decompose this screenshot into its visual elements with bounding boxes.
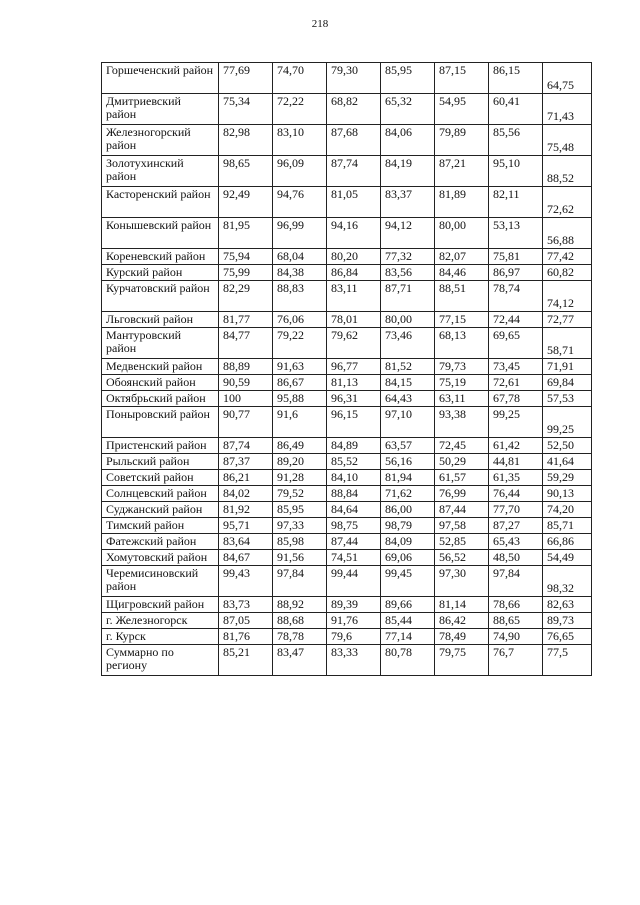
last-value-cell: 77,5 [543,645,592,676]
value-cell: 79,6 [327,629,381,645]
value-cell: 75,81 [489,249,543,265]
value-cell: 79,73 [435,359,489,375]
last-value-cell: 41,64 [543,454,592,470]
value-cell: 78,49 [435,629,489,645]
value-cell: 86,00 [381,502,435,518]
last-value-cell: 72,77 [543,312,592,328]
value-cell: 61,57 [435,470,489,486]
value-cell: 76,99 [435,486,489,502]
value-cell: 92,49 [219,187,273,218]
table-row [102,518,592,534]
table-row [102,265,592,281]
value-cell: 71,62 [381,486,435,502]
value-cell: 99,44 [327,566,381,597]
last-value-cell: 75,48 [543,125,592,156]
value-cell: 77,69 [219,63,273,94]
district-name-cell: Касторенский район [102,187,219,218]
district-name-cell: Мантуровский район [102,328,219,359]
value-cell: 65,43 [489,534,543,550]
value-cell: 96,31 [327,391,381,407]
district-name-cell: Советский район [102,470,219,486]
value-cell: 84,64 [327,502,381,518]
table-row [102,312,592,328]
value-cell: 100 [219,391,273,407]
value-cell: 56,52 [435,550,489,566]
table-row [102,187,592,218]
last-value-cell: 69,84 [543,375,592,391]
value-cell: 78,01 [327,312,381,328]
value-cell: 85,95 [381,63,435,94]
district-name-cell: Рыльский район [102,454,219,470]
last-value-cell: 74,12 [543,281,592,312]
value-cell: 81,05 [327,187,381,218]
value-cell: 80,78 [381,645,435,676]
last-value-cell: 60,82 [543,265,592,281]
value-cell: 83,56 [381,265,435,281]
district-name-cell: Кореневский район [102,249,219,265]
value-cell: 85,52 [327,454,381,470]
value-cell: 64,43 [381,391,435,407]
value-cell: 74,70 [273,63,327,94]
value-cell: 87,68 [327,125,381,156]
value-cell: 95,88 [273,391,327,407]
value-cell: 99,45 [381,566,435,597]
table-row [102,597,592,613]
value-cell: 84,10 [327,470,381,486]
value-cell: 86,67 [273,375,327,391]
value-cell: 86,49 [273,438,327,454]
district-name-cell: Железногорский район [102,125,219,156]
table-row [102,550,592,566]
value-cell: 88,92 [273,597,327,613]
value-cell: 77,70 [489,502,543,518]
value-cell: 86,42 [435,613,489,629]
last-value-cell: 85,71 [543,518,592,534]
last-value-cell: 88,52 [543,156,592,187]
district-name-cell: Дмитриевский район [102,94,219,125]
value-cell: 96,09 [273,156,327,187]
table-row [102,156,592,187]
value-cell: 69,65 [489,328,543,359]
value-cell: 87,05 [219,613,273,629]
value-cell: 72,45 [435,438,489,454]
last-value-cell: 72,62 [543,187,592,218]
value-cell: 63,57 [381,438,435,454]
table-row [102,249,592,265]
value-cell: 86,21 [219,470,273,486]
value-cell: 81,13 [327,375,381,391]
value-cell: 79,75 [435,645,489,676]
value-cell: 88,83 [273,281,327,312]
value-cell: 69,06 [381,550,435,566]
district-name-cell: Медвенский район [102,359,219,375]
value-cell: 82,11 [489,187,543,218]
value-cell: 81,76 [219,629,273,645]
value-cell: 89,20 [273,454,327,470]
value-cell: 87,71 [381,281,435,312]
district-name-cell: Суджанский район [102,502,219,518]
table-row [102,359,592,375]
value-cell: 73,46 [381,328,435,359]
value-cell: 95,10 [489,156,543,187]
district-name-cell: Октябрьский район [102,391,219,407]
value-cell: 83,33 [327,645,381,676]
last-value-cell: 52,50 [543,438,592,454]
value-cell: 68,04 [273,249,327,265]
value-cell: 81,14 [435,597,489,613]
district-name-cell: Обоянский район [102,375,219,391]
last-value-cell: 54,49 [543,550,592,566]
value-cell: 98,79 [381,518,435,534]
value-cell: 54,95 [435,94,489,125]
value-cell: 87,44 [435,502,489,518]
value-cell: 74,51 [327,550,381,566]
value-cell: 73,45 [489,359,543,375]
district-name-cell: Льговский район [102,312,219,328]
table-row [102,613,592,629]
value-cell: 76,44 [489,486,543,502]
value-cell: 99,25 [489,407,543,438]
district-name-cell: Пристенский район [102,438,219,454]
value-cell: 87,74 [327,156,381,187]
value-cell: 68,82 [327,94,381,125]
table-row [102,407,592,438]
value-cell: 84,38 [273,265,327,281]
table-row [102,328,592,359]
value-cell: 81,92 [219,502,273,518]
value-cell: 63,11 [435,391,489,407]
value-cell: 91,76 [327,613,381,629]
value-cell: 53,13 [489,218,543,249]
district-name-cell: Черемисиновский район [102,566,219,597]
district-name-cell: Конышевский район [102,218,219,249]
value-cell: 97,33 [273,518,327,534]
value-cell: 88,65 [489,613,543,629]
value-cell: 61,42 [489,438,543,454]
last-value-cell: 89,73 [543,613,592,629]
value-cell: 93,38 [435,407,489,438]
district-name-cell: Солнцевский район [102,486,219,502]
value-cell: 97,84 [489,566,543,597]
value-cell: 94,16 [327,218,381,249]
last-value-cell: 90,13 [543,486,592,502]
value-cell: 44,81 [489,454,543,470]
last-value-cell: 98,32 [543,566,592,597]
district-name-cell: Суммарно по региону [102,645,219,676]
district-name-cell: Горшеченский район [102,63,219,94]
last-value-cell: 57,53 [543,391,592,407]
district-name-cell: г. Железногорск [102,613,219,629]
last-value-cell: 59,29 [543,470,592,486]
value-cell: 76,7 [489,645,543,676]
last-value-cell: 56,88 [543,218,592,249]
value-cell: 75,99 [219,265,273,281]
value-cell: 94,76 [273,187,327,218]
table-row [102,63,592,94]
value-cell: 48,50 [489,550,543,566]
table-row [102,502,592,518]
last-value-cell: 71,91 [543,359,592,375]
value-cell: 68,13 [435,328,489,359]
district-name-cell: Золотухинский район [102,156,219,187]
table-row [102,391,592,407]
value-cell: 81,94 [381,470,435,486]
value-cell: 80,20 [327,249,381,265]
value-cell: 88,84 [327,486,381,502]
value-cell: 90,77 [219,407,273,438]
value-cell: 74,90 [489,629,543,645]
value-cell: 56,16 [381,454,435,470]
last-value-cell: 77,42 [543,249,592,265]
value-cell: 91,6 [273,407,327,438]
value-cell: 78,74 [489,281,543,312]
value-cell: 85,56 [489,125,543,156]
value-cell: 79,62 [327,328,381,359]
value-cell: 86,15 [489,63,543,94]
value-cell: 81,95 [219,218,273,249]
value-cell: 97,30 [435,566,489,597]
value-cell: 83,73 [219,597,273,613]
value-cell: 85,21 [219,645,273,676]
last-value-cell: 64,75 [543,63,592,94]
value-cell: 84,15 [381,375,435,391]
value-cell: 96,77 [327,359,381,375]
district-name-cell: Хомутовский район [102,550,219,566]
value-cell: 83,11 [327,281,381,312]
value-cell: 84,06 [381,125,435,156]
value-cell: 88,68 [273,613,327,629]
value-cell: 82,07 [435,249,489,265]
value-cell: 50,29 [435,454,489,470]
value-cell: 87,15 [435,63,489,94]
district-name-cell: Фатежский район [102,534,219,550]
value-cell: 96,99 [273,218,327,249]
table-row [102,629,592,645]
table-row [102,218,592,249]
district-name-cell: г. Курск [102,629,219,645]
value-cell: 72,61 [489,375,543,391]
value-cell: 78,78 [273,629,327,645]
table-row [102,281,592,312]
value-cell: 99,43 [219,566,273,597]
value-cell: 98,75 [327,518,381,534]
value-cell: 91,28 [273,470,327,486]
value-cell: 84,19 [381,156,435,187]
table-row [102,438,592,454]
value-cell: 88,89 [219,359,273,375]
value-cell: 97,58 [435,518,489,534]
value-cell: 84,89 [327,438,381,454]
value-cell: 94,12 [381,218,435,249]
value-cell: 83,47 [273,645,327,676]
last-value-cell: 82,63 [543,597,592,613]
value-cell: 89,39 [327,597,381,613]
value-cell: 81,77 [219,312,273,328]
value-cell: 83,37 [381,187,435,218]
value-cell: 72,22 [273,94,327,125]
value-cell: 84,09 [381,534,435,550]
value-cell: 87,37 [219,454,273,470]
table-row [102,534,592,550]
value-cell: 77,14 [381,629,435,645]
value-cell: 86,97 [489,265,543,281]
value-cell: 72,44 [489,312,543,328]
value-cell: 91,56 [273,550,327,566]
value-cell: 87,74 [219,438,273,454]
value-cell: 61,35 [489,470,543,486]
value-cell: 67,78 [489,391,543,407]
last-value-cell: 74,20 [543,502,592,518]
value-cell: 79,22 [273,328,327,359]
value-cell: 60,41 [489,94,543,125]
value-cell: 90,59 [219,375,273,391]
value-cell: 79,89 [435,125,489,156]
value-cell: 80,00 [435,218,489,249]
district-name-cell: Курчатовский район [102,281,219,312]
value-cell: 84,02 [219,486,273,502]
value-cell: 85,44 [381,613,435,629]
value-cell: 77,15 [435,312,489,328]
value-cell: 79,30 [327,63,381,94]
value-cell: 97,10 [381,407,435,438]
results-table-body [102,63,592,676]
value-cell: 82,98 [219,125,273,156]
value-cell: 97,84 [273,566,327,597]
table-row [102,94,592,125]
last-value-cell: 99,25 [543,407,592,438]
value-cell: 81,52 [381,359,435,375]
value-cell: 75,34 [219,94,273,125]
value-cell: 86,84 [327,265,381,281]
value-cell: 83,10 [273,125,327,156]
last-value-cell: 76,65 [543,629,592,645]
value-cell: 76,06 [273,312,327,328]
value-cell: 85,95 [273,502,327,518]
last-value-cell: 66,86 [543,534,592,550]
page-number: 218 [311,18,329,30]
value-cell: 87,44 [327,534,381,550]
table-row [102,454,592,470]
last-value-cell: 58,71 [543,328,592,359]
value-cell: 87,27 [489,518,543,534]
value-cell: 85,98 [273,534,327,550]
district-name-cell: Щигровский район [102,597,219,613]
district-name-cell: Поныровский район [102,407,219,438]
value-cell: 79,52 [273,486,327,502]
value-cell: 84,77 [219,328,273,359]
table-row [102,375,592,391]
value-cell: 75,94 [219,249,273,265]
value-cell: 65,32 [381,94,435,125]
value-cell: 84,67 [219,550,273,566]
value-cell: 96,15 [327,407,381,438]
value-cell: 82,29 [219,281,273,312]
table-row [102,566,592,597]
district-name-cell: Курский район [102,265,219,281]
value-cell: 77,32 [381,249,435,265]
value-cell: 91,63 [273,359,327,375]
value-cell: 88,51 [435,281,489,312]
district-name-cell: Тимский район [102,518,219,534]
value-cell: 78,66 [489,597,543,613]
results-table [101,62,592,676]
value-cell: 95,71 [219,518,273,534]
value-cell: 75,19 [435,375,489,391]
value-cell: 98,65 [219,156,273,187]
value-cell: 81,89 [435,187,489,218]
table-row [102,125,592,156]
table-row [102,645,592,676]
value-cell: 89,66 [381,597,435,613]
table-row [102,486,592,502]
value-cell: 80,00 [381,312,435,328]
value-cell: 87,21 [435,156,489,187]
value-cell: 83,64 [219,534,273,550]
table-row [102,470,592,486]
value-cell: 52,85 [435,534,489,550]
last-value-cell: 71,43 [543,94,592,125]
value-cell: 84,46 [435,265,489,281]
